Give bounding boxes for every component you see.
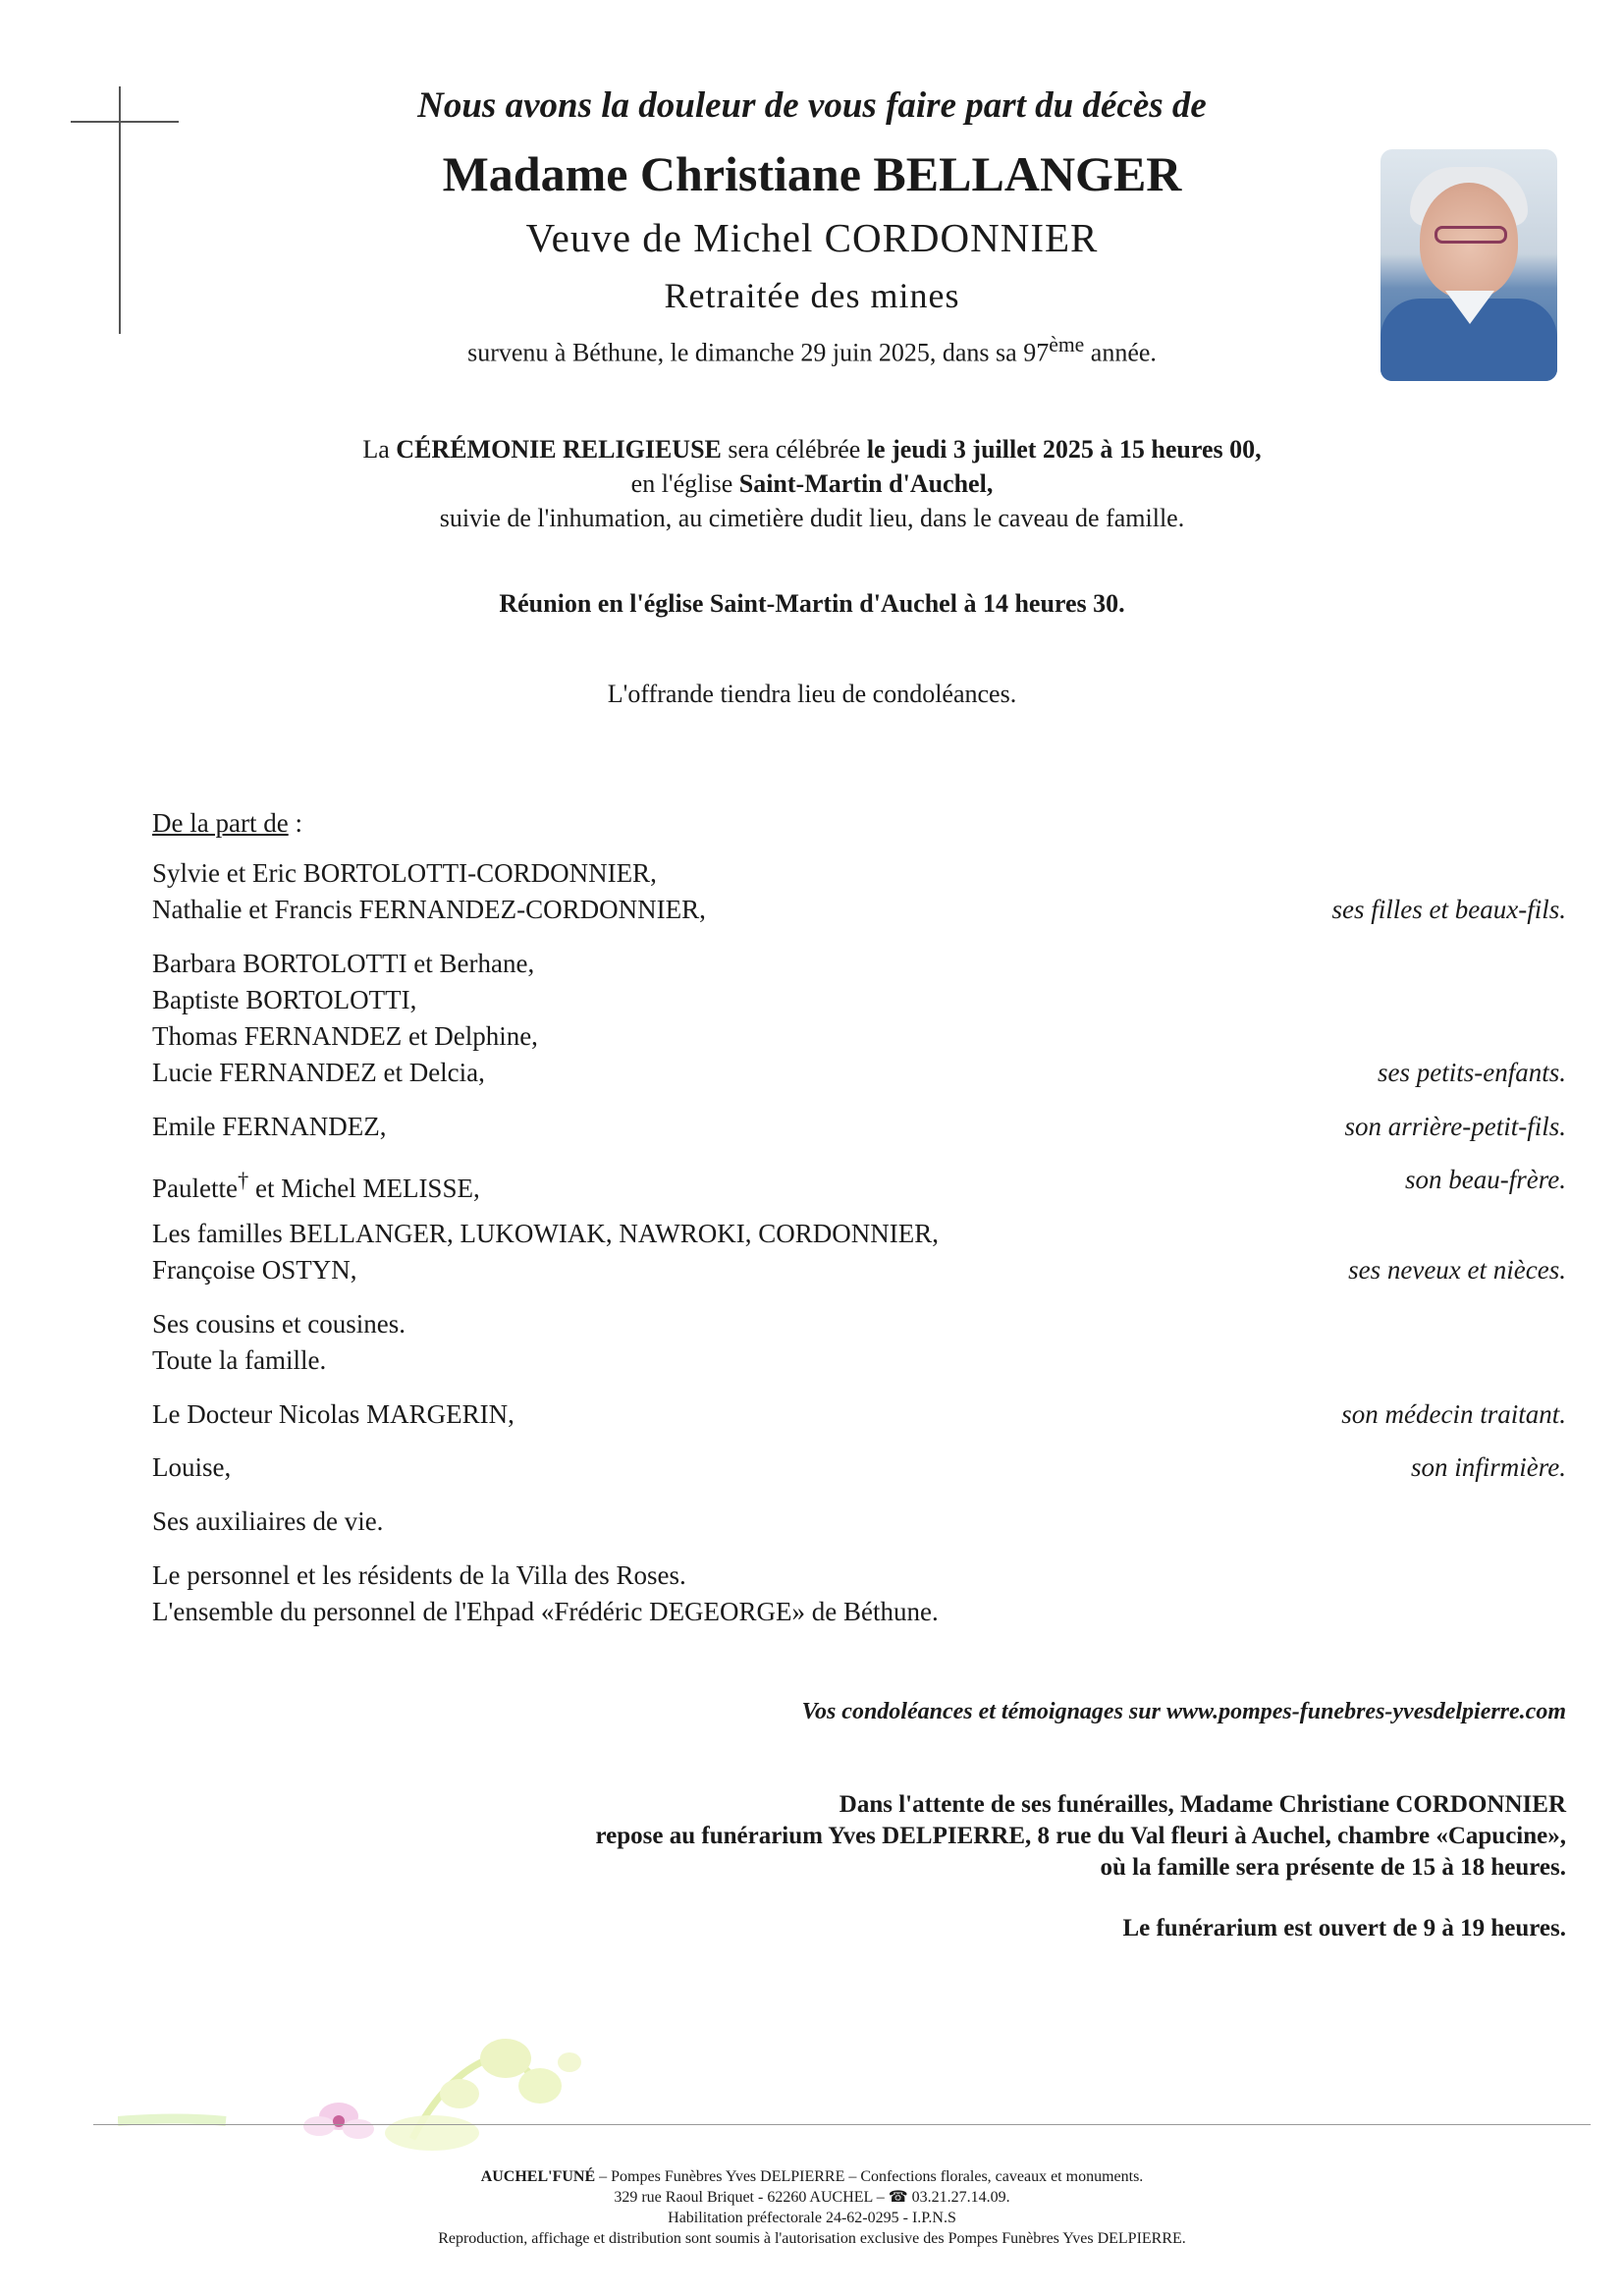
- list-item: Ses auxiliaires de vie.: [152, 1506, 384, 1536]
- list-item: Sylvie et Eric BORTOLOTTI-CORDONNIER,: [152, 858, 657, 888]
- footer-divider: [93, 2124, 1591, 2125]
- footer-line-2: 329 rue Raoul Briquet - 62260 AUCHEL – ☎ 03.21.27.14.09.: [614, 2189, 1010, 2206]
- condolences-link[interactable]: Vos condoléances et témoignages sur www.pompes-funebres-yvesdelpierre.com: [801, 1699, 1566, 1724]
- ceremony-line-1: La CÉRÉMONIE RELIGIEUSE sera célébrée le jeudi 3 juillet 2025 à 15 heures 00,: [362, 435, 1262, 464]
- list-item: Lucie FERNANDEZ et Delcia, ses petits-enfants.: [152, 1058, 1566, 1087]
- list-item: Thomas FERNANDEZ et Delphine,: [152, 1021, 538, 1051]
- footer: [0, 2166, 1624, 2249]
- death-line: survenu à Béthune, le dimanche 29 juin 2025, dans sa 97ème année.: [467, 333, 1157, 367]
- list-item: Les familles BELLANGER, LUKOWIAK, NAWROKI, CORDONNIER,: [152, 1219, 939, 1248]
- list-item: Françoise OSTYN, ses neveux et nièces.: [152, 1255, 1566, 1285]
- headline: Nous avons la douleur de vous faire part du décès de: [417, 85, 1207, 126]
- deceased-name: Madame Christiane BELLANGER: [442, 146, 1182, 201]
- ceremony-line-3: suivie de l'inhumation, au cimetière dudit lieu, dans le caveau de famille.: [439, 504, 1185, 532]
- list-item: Ses cousins et cousines.: [152, 1309, 406, 1339]
- portrait-photo: [1380, 149, 1557, 381]
- family-intro: De la part de :: [152, 808, 302, 838]
- reunion-line: Réunion en l'église Saint-Martin d'Auchel à 14 heures 30.: [499, 589, 1125, 618]
- orchid-decoration-icon: [118, 2023, 668, 2151]
- ceremony-line-2: en l'église Saint-Martin d'Auchel,: [630, 469, 994, 498]
- occupation-line: Retraitée des mines: [664, 276, 960, 315]
- list-item: L'ensemble du personnel de l'Ehpad «Frédéric DEGEORGE» de Béthune.: [152, 1597, 939, 1626]
- opening-hours: Le funérarium est ouvert de 9 à 19 heures.: [1122, 1915, 1566, 1941]
- widow-line: Veuve de Michel CORDONNIER: [525, 215, 1099, 260]
- ceremony-block: [0, 432, 1624, 535]
- offrande-line: L'offrande tiendra lieu de condoléances.: [607, 680, 1017, 708]
- list-item: Toute la famille.: [152, 1345, 327, 1375]
- repose-block: Dans l'attente de ses funérailles, Madame Christiane CORDONNIER repose au funérarium Yves DELPIERRE, 8 rue du Val fleuri à Auchel, chambre «Capucine», où la famille sera présente de 15 à 18 heures.: [595, 1791, 1566, 1881]
- footer-line-4: Reproduction, affichage et distribution sont soumis à l'autorisation exclusive des Pompes Funèbres Yves DELPIERRE.: [438, 2230, 1186, 2247]
- footer-line-3: Habilitation préfectorale 24-62-0295 - I.P.N.S: [668, 2210, 956, 2226]
- list-item: Nathalie et Francis FERNANDEZ-CORDONNIER, ses filles et beaux-fils.: [152, 895, 1566, 924]
- footer-line-1: AUCHEL'FUNÉ – Pompes Funèbres Yves DELPIERRE – Confections florales, caveaux et monuments.: [480, 2168, 1144, 2185]
- list-item: Le Docteur Nicolas MARGERIN, son médecin traitant.: [152, 1399, 1566, 1429]
- list-item: Paulette† et Michel MELISSE, son beau-frère.: [152, 1165, 1566, 1203]
- list-item: Le personnel et les résidents de la Villa des Roses.: [152, 1560, 686, 1590]
- list-item: Baptiste BORTOLOTTI,: [152, 985, 417, 1014]
- list-item: Louise, son infirmière.: [152, 1452, 1566, 1482]
- list-item: Emile FERNANDEZ, son arrière-petit-fils.: [152, 1112, 1566, 1141]
- list-item: Barbara BORTOLOTTI et Berhane,: [152, 949, 535, 978]
- phone-icon: ☎: [888, 2189, 908, 2206]
